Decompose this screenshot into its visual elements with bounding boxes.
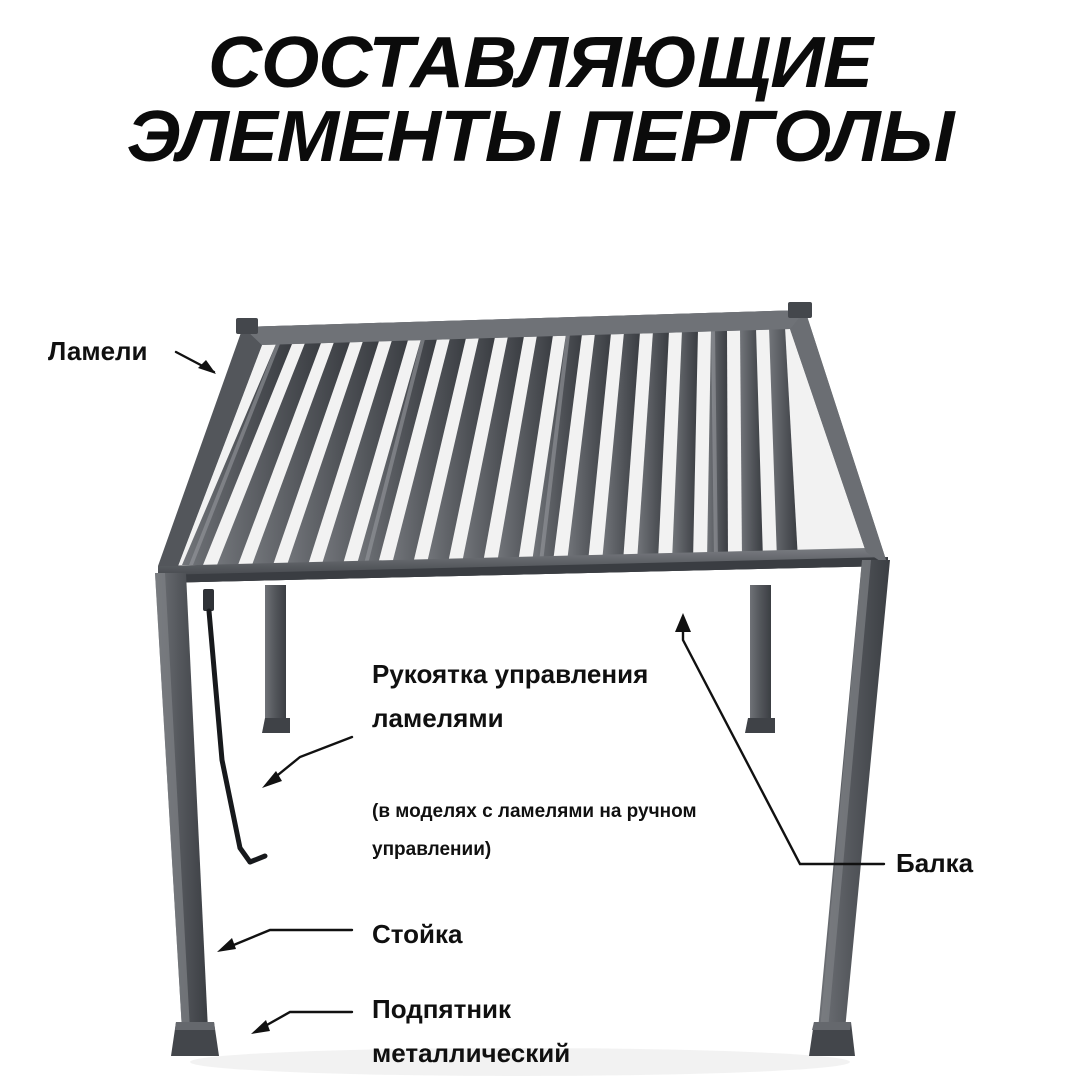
leader-handle — [268, 737, 352, 783]
roof-assembly — [158, 302, 888, 583]
title-line-2: ЭЛЕМЕНТЫ ПЕРГОЛЫ — [126, 97, 954, 177]
louver-crank-handle — [203, 589, 265, 862]
callout-label-foot: Подпятник металлический — [372, 994, 571, 1068]
callout-label-beam: Балка — [896, 848, 974, 878]
callout-label-post: Стойка — [372, 919, 463, 949]
leader-foot — [258, 1012, 352, 1030]
callout-label-handle-note: (в моделях с ламелями на ручном управлении) — [372, 801, 697, 860]
title-line-1: СОСТАВЛЯЮЩИЕ — [207, 23, 873, 103]
leader-post — [224, 930, 352, 949]
callout-label-handle: Рукоятка управления ламелями — [372, 659, 649, 733]
callout-label-louvers: Ламели — [48, 336, 148, 366]
